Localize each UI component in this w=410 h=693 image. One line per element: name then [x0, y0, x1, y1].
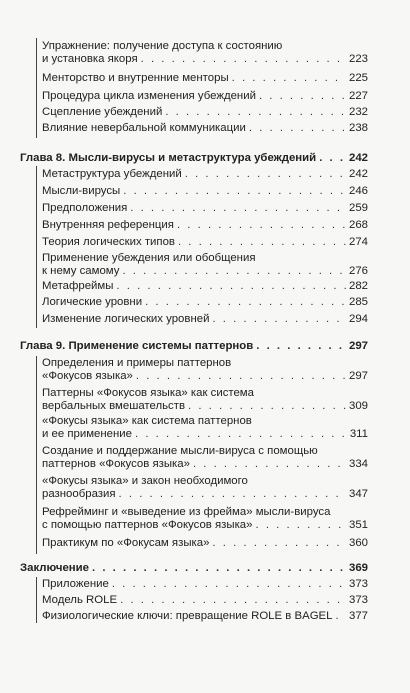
section-bar	[36, 38, 37, 138]
toc-entry-title: Модель ROLE	[42, 594, 118, 606]
toc-entry-title: Практикум по «Фокусам языка»	[42, 537, 210, 549]
toc-entry-line: Паттерны «Фокусов языка» как система	[42, 387, 254, 399]
leader-dots	[212, 313, 346, 326]
toc-entry-title: Логические уровни	[42, 296, 143, 308]
toc-entry[interactable]	[42, 168, 368, 181]
toc-entry[interactable]	[42, 106, 368, 119]
chapter-heading[interactable]	[20, 562, 368, 575]
toc-entry-title: и ее применение	[42, 428, 133, 441]
leader-dots	[135, 428, 347, 441]
toc-page-number: 274	[348, 236, 368, 248]
toc-entry[interactable]	[42, 252, 368, 279]
toc-page-number: 268	[348, 219, 368, 231]
toc-entry[interactable]	[42, 72, 368, 85]
leader-dots	[177, 219, 346, 232]
toc-entry-title: Предположения	[42, 202, 128, 214]
toc-entry[interactable]	[42, 185, 368, 198]
toc-page-number: 360	[348, 537, 368, 549]
toc-page-number: 227	[348, 90, 368, 102]
leader-dots	[112, 578, 346, 591]
toc-entry-title: Приложение	[42, 578, 109, 590]
toc-entry[interactable]	[42, 280, 368, 293]
toc-page-number: 351	[348, 519, 368, 532]
toc-page-number: 311	[349, 428, 368, 441]
toc-page-number: 242	[348, 168, 368, 180]
toc-page-number: 334	[348, 458, 368, 471]
leader-dots	[130, 202, 346, 215]
toc-page-number: 377	[348, 610, 368, 622]
toc-entry[interactable]	[42, 506, 368, 533]
toc-page-number: 309	[348, 400, 368, 413]
toc-entry-line: «Фокусы языка» и закон необходимого	[42, 475, 248, 487]
toc-entry-title: Внутренняя референция	[42, 219, 174, 231]
leader-dots	[188, 400, 346, 413]
toc-entry-line: Упражнение: получение доступа к состоянию	[42, 40, 283, 52]
toc-entry[interactable]	[42, 40, 368, 67]
leader-dots	[249, 122, 346, 135]
chapter-page-number: 297	[348, 340, 368, 352]
toc-entry[interactable]	[42, 594, 368, 607]
toc-entry-line: Применение убеждения или обобщения	[42, 252, 256, 264]
toc-page-number: 294	[348, 313, 368, 325]
toc-entry[interactable]	[42, 90, 368, 103]
chapter-page-number: 369	[348, 562, 368, 574]
toc-entry-title: Влияние невербальной коммуникации	[42, 122, 246, 134]
toc-entry-line: «Фокусы языка» как система паттернов	[42, 415, 252, 427]
toc-entry[interactable]	[42, 296, 368, 309]
toc-entry-title: разнообразия	[42, 488, 116, 501]
toc-entry[interactable]	[42, 415, 368, 442]
toc-entry[interactable]	[42, 236, 368, 249]
toc-page-number: 238	[348, 122, 368, 134]
chapter-heading[interactable]	[20, 152, 368, 165]
toc-entry-title: Менторство и внутренние менторы	[42, 72, 229, 84]
chapter-heading[interactable]	[20, 340, 368, 353]
toc-entry-title: Мысли-вирусы	[42, 185, 121, 197]
leader-dots	[255, 519, 346, 532]
toc-page-number: 232	[348, 106, 368, 118]
leader-dots	[259, 90, 346, 103]
leader-dots	[123, 185, 346, 198]
toc-entry[interactable]	[42, 475, 368, 502]
toc-entry-line: Создание и поддержание мысли-вируса с помощью	[42, 445, 318, 457]
toc-entry[interactable]	[42, 357, 368, 384]
leader-dots	[116, 280, 346, 293]
toc-entry-title: к нему самому	[42, 265, 120, 278]
toc-page-number: 225	[348, 72, 368, 84]
leader-dots	[122, 265, 346, 278]
leader-dots	[145, 296, 346, 309]
section-bar	[36, 166, 37, 328]
leader-dots	[141, 53, 346, 66]
leader-dots	[335, 610, 346, 623]
toc-entry[interactable]	[42, 610, 368, 623]
toc-entry-title: Метаструктура убеждений	[42, 168, 182, 180]
toc-entry-title: Сцепление убеждений	[42, 106, 163, 118]
leader-dots	[92, 562, 346, 575]
leader-dots	[193, 458, 346, 471]
toc-page-number: 285	[348, 296, 368, 308]
toc-entry-title: и установка якоря	[42, 53, 138, 66]
toc-entry-title: паттернов «Фокусов языка»	[42, 458, 190, 471]
leader-dots	[178, 236, 346, 249]
toc-entry-title: «Фокусов языка»	[42, 370, 133, 383]
toc-entry-line: Рефрейминг и «выведение из фрейма» мысли-вируса	[42, 506, 331, 518]
leader-dots	[119, 488, 346, 501]
toc-entry[interactable]	[42, 387, 368, 414]
toc-entry[interactable]	[42, 313, 368, 326]
toc-entry-title: Изменение логических уровней	[42, 313, 210, 325]
chapter-title: Глава 9. Применение системы паттернов	[20, 340, 254, 352]
toc-entry[interactable]	[42, 202, 368, 215]
toc-page-number: 373	[348, 578, 368, 590]
section-bar	[36, 577, 37, 623]
leader-dots	[165, 106, 346, 119]
toc-entry-title: Теория логических типов	[42, 236, 175, 248]
toc-entry[interactable]	[42, 445, 368, 472]
toc-entry-title: Процедура цикла изменения убеждений	[42, 90, 256, 102]
section-bar	[36, 356, 37, 554]
leader-dots	[185, 168, 346, 181]
chapter-page-number: 242	[348, 152, 368, 164]
toc-entry[interactable]	[42, 578, 368, 591]
toc-entry-title: с помощью паттернов «Фокусов языка»	[42, 519, 253, 532]
leader-dots	[120, 594, 346, 607]
toc-page-number: 246	[348, 185, 368, 197]
toc-page-number: 276	[348, 265, 368, 278]
toc-page-number: 282	[348, 280, 368, 292]
toc-entry-line: Определения и примеры паттернов	[42, 357, 232, 369]
toc-page-number: 259	[348, 202, 368, 214]
chapter-title: Заключение	[20, 562, 90, 574]
toc-entry[interactable]	[42, 537, 368, 550]
toc-entry[interactable]	[42, 219, 368, 232]
toc-page-number: 347	[348, 488, 368, 501]
leader-dots	[319, 152, 346, 165]
toc-page-number: 223	[348, 53, 368, 66]
toc-page-number: 373	[348, 594, 368, 606]
leader-dots	[256, 340, 346, 353]
toc-entry-title: Метафреймы	[42, 280, 114, 292]
chapter-title: Глава 8. Мысли-вирусы и метаструктура убеждений	[20, 152, 317, 164]
leader-dots	[212, 537, 346, 550]
toc-entry-title: вербальных вмешательств	[42, 400, 186, 413]
toc-entry-title: Физиологические ключи: превращение ROLE в BAGEL	[42, 610, 333, 622]
leader-dots	[136, 370, 346, 383]
toc-entry[interactable]	[42, 122, 368, 135]
leader-dots	[232, 72, 346, 85]
toc-page-number: 297	[348, 370, 368, 383]
